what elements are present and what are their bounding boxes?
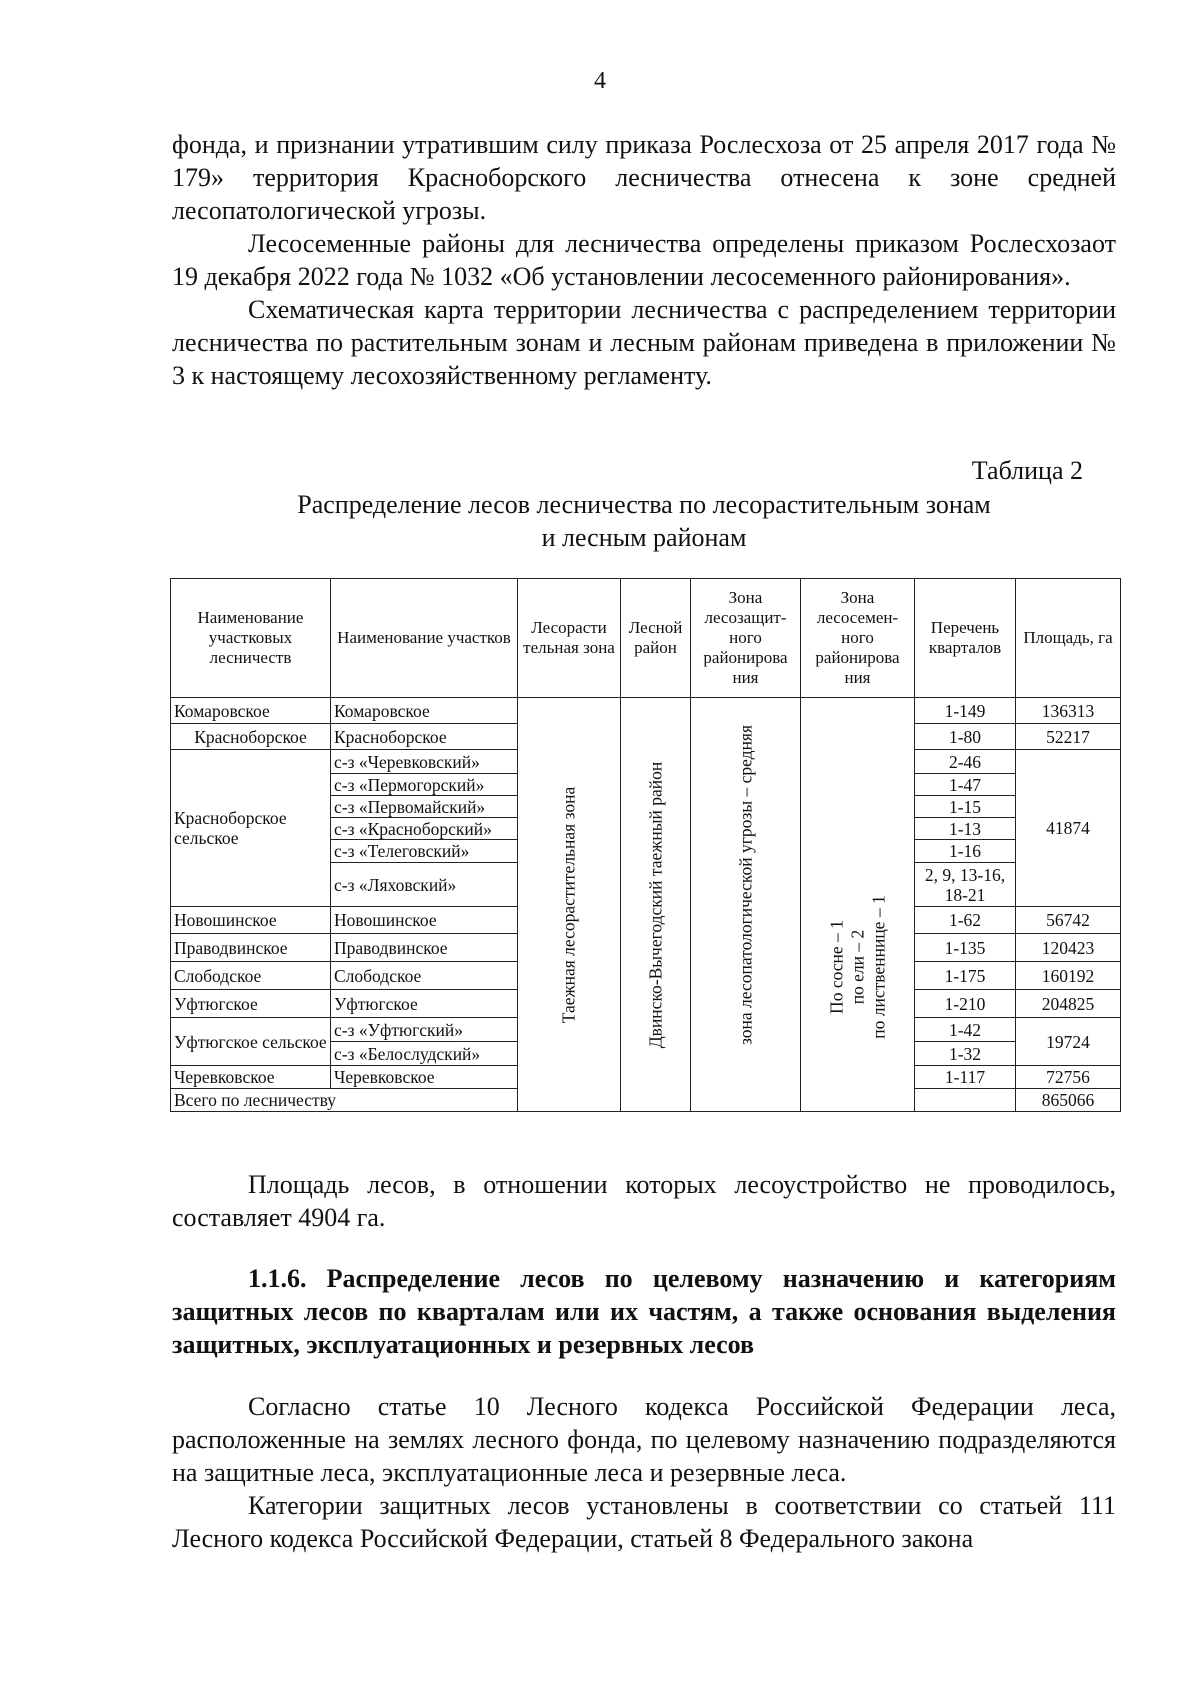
- quarters-cell: 1-16: [915, 840, 1016, 863]
- paragraph: Площадь лесов, в отношении которых лесоустройство не проводилось, составляет 4904 га.: [172, 1170, 1116, 1232]
- area-cell: 160192: [1016, 962, 1121, 990]
- seed-zone-line: по ели – 2: [847, 929, 867, 1004]
- table-label: Таблица 2: [971, 456, 1083, 485]
- quarters-cell: 1-117: [915, 1066, 1016, 1089]
- quarters-cell: 1-135: [915, 934, 1016, 962]
- area-cell: 56742: [1016, 907, 1121, 934]
- section-cell: с-з «Телеговский»: [331, 840, 518, 863]
- section-cell: Новошинское: [331, 907, 518, 934]
- quarters-cell: 1-210: [915, 990, 1016, 1018]
- paragraph: Категории защитных лесов установлены в соответствии со статьей 111 Лесного кодекса Российской Федерации, статьей 8 Федерального закона: [172, 1491, 1116, 1553]
- section-cell: Черевковское: [331, 1066, 518, 1089]
- district-cell: Уфтюгское сельское: [171, 1018, 331, 1066]
- intro-text: [172, 128, 1116, 392]
- total-label: Всего по лесничеству: [171, 1089, 1016, 1112]
- seed-zone-line: По сосне – 1: [826, 919, 846, 1014]
- seed-zone-text: [826, 895, 889, 1038]
- section-cell: Уфтюгское: [331, 990, 518, 1018]
- paragraph: фонда, и признании утратившим силу приказа Рослесхоза от 25 апреля 2017 года № 179» территория Красноборского лесничества отнесена к зоне средней лесопатологической угрозы.: [172, 130, 1116, 225]
- section-cell: с-з «Первомайский»: [331, 796, 518, 818]
- section-cell: с-з «Уфтюгский»: [331, 1018, 518, 1042]
- header-row: [171, 579, 1121, 698]
- district-cell: Уфтюгское: [171, 990, 331, 1018]
- district-cell: Черевковское: [171, 1066, 331, 1089]
- header-section: Наименование участков: [331, 579, 518, 698]
- paragraph: Согласно статье 10 Лесного кодекса Российской Федерации леса, расположенные на землях лесного фонда, по целевому назначению подразделяются на защитные леса, эксплуатационные леса и резервные леса.: [172, 1392, 1116, 1487]
- seed-zone-cell: [801, 698, 915, 1112]
- protection-zone-text: зона лесопатологической угрозы – средняя: [735, 724, 755, 1045]
- quarters-cell: 1-15: [915, 796, 1016, 818]
- growth-zone-text: Таежная лесорастительная зона: [558, 786, 579, 1023]
- table-title-line: Распределение лесов лесничества по лесорастительным зонам: [297, 490, 991, 519]
- forest-region-text: Двинско-Вычегодский таежный район: [645, 761, 665, 1048]
- section-cell: с-з «Ляховский»: [331, 863, 518, 907]
- quarters-cell: 2, 9, 13-16, 18-21: [915, 863, 1016, 907]
- section-cell: Комаровское: [331, 698, 518, 724]
- district-cell: Новошинское: [171, 907, 331, 934]
- table-row: [171, 698, 1121, 724]
- district-cell: Слободское: [171, 962, 331, 990]
- area-cell: 41874: [1016, 750, 1121, 907]
- section-cell: с-з «Белослудский»: [331, 1042, 518, 1066]
- header-district-forestry: Наименование участковых лесничеств: [171, 579, 331, 698]
- header-area: Площадь, га: [1016, 579, 1121, 698]
- header-growth-zone: Лесорасти тельная зона: [518, 579, 621, 698]
- closing-text: [172, 1390, 1116, 1555]
- header-forest-region: Лесной район: [621, 579, 691, 698]
- page-number: 4: [594, 68, 606, 94]
- paragraph: Лесосеменные районы для лесничества определены приказом Рослесхозаот 19 декабря 2022 года № 1032 «Об установлении лесосеменного районирования».: [172, 229, 1116, 291]
- table-title: [172, 488, 1116, 554]
- area-cell: 19724: [1016, 1018, 1121, 1066]
- section-cell: с-з «Черевковский»: [331, 750, 518, 774]
- forest-region-cell: [621, 698, 691, 1112]
- section-cell: Слободское: [331, 962, 518, 990]
- protection-zone-cell: [691, 698, 801, 1112]
- section-cell: с-з «Пермогорский»: [331, 774, 518, 796]
- area-cell: 204825: [1016, 990, 1121, 1018]
- quarters-cell: 1-32: [915, 1042, 1016, 1066]
- section-cell: Праводвинское: [331, 934, 518, 962]
- quarters-cell: 1-80: [915, 724, 1016, 750]
- district-cell: Комаровское: [171, 698, 331, 724]
- quarters-cell: 1-13: [915, 818, 1016, 840]
- quarters-cell: 1-175: [915, 962, 1016, 990]
- forest-distribution-table-wrap: [170, 578, 1120, 1112]
- section-cell: с-з «Красноборский»: [331, 818, 518, 840]
- quarters-cell: 1-149: [915, 698, 1016, 724]
- after-table-text: [172, 1168, 1116, 1234]
- header-protection-zone: Зона лесозащит-ного районирова ния: [691, 579, 801, 698]
- quarters-cell: 2-46: [915, 750, 1016, 774]
- forest-distribution-table: [170, 578, 1121, 1112]
- district-cell: Праводвинское: [171, 934, 331, 962]
- header-quarters: Перечень кварталов: [915, 579, 1016, 698]
- header-seed-zone: Зона лесосемен-ного районирова ния: [801, 579, 915, 698]
- section-heading: 1.1.6. Распределение лесов по целевому назначению и категориям защитных лесов по кварталам или их частям, а также основания выделения защитных, эксплуатационных и резервных лесов: [172, 1264, 1116, 1359]
- table-title-line: и лесным районам: [541, 523, 747, 552]
- area-cell: 120423: [1016, 934, 1121, 962]
- area-cell: 72756: [1016, 1066, 1121, 1089]
- growth-zone-cell: [518, 698, 621, 1112]
- section-cell: Красноборское: [331, 724, 518, 750]
- total-area: 865066: [1016, 1089, 1121, 1112]
- quarters-cell: 1-42: [915, 1018, 1016, 1042]
- quarters-cell: 1-47: [915, 774, 1016, 796]
- area-cell: 136313: [1016, 698, 1121, 724]
- paragraph: Схематическая карта территории лесничества с распределением территории лесничества по растительным зонам и лесным районам приведена в приложении № 3 к настоящему лесохозяйственному регламенту.: [172, 295, 1116, 390]
- area-cell: 52217: [1016, 724, 1121, 750]
- district-cell: Красноборское сельское: [171, 750, 331, 907]
- seed-zone-line: по лиственнице – 1: [868, 894, 888, 1039]
- district-cell: Красноборское: [171, 724, 331, 750]
- quarters-cell: 1-62: [915, 907, 1016, 934]
